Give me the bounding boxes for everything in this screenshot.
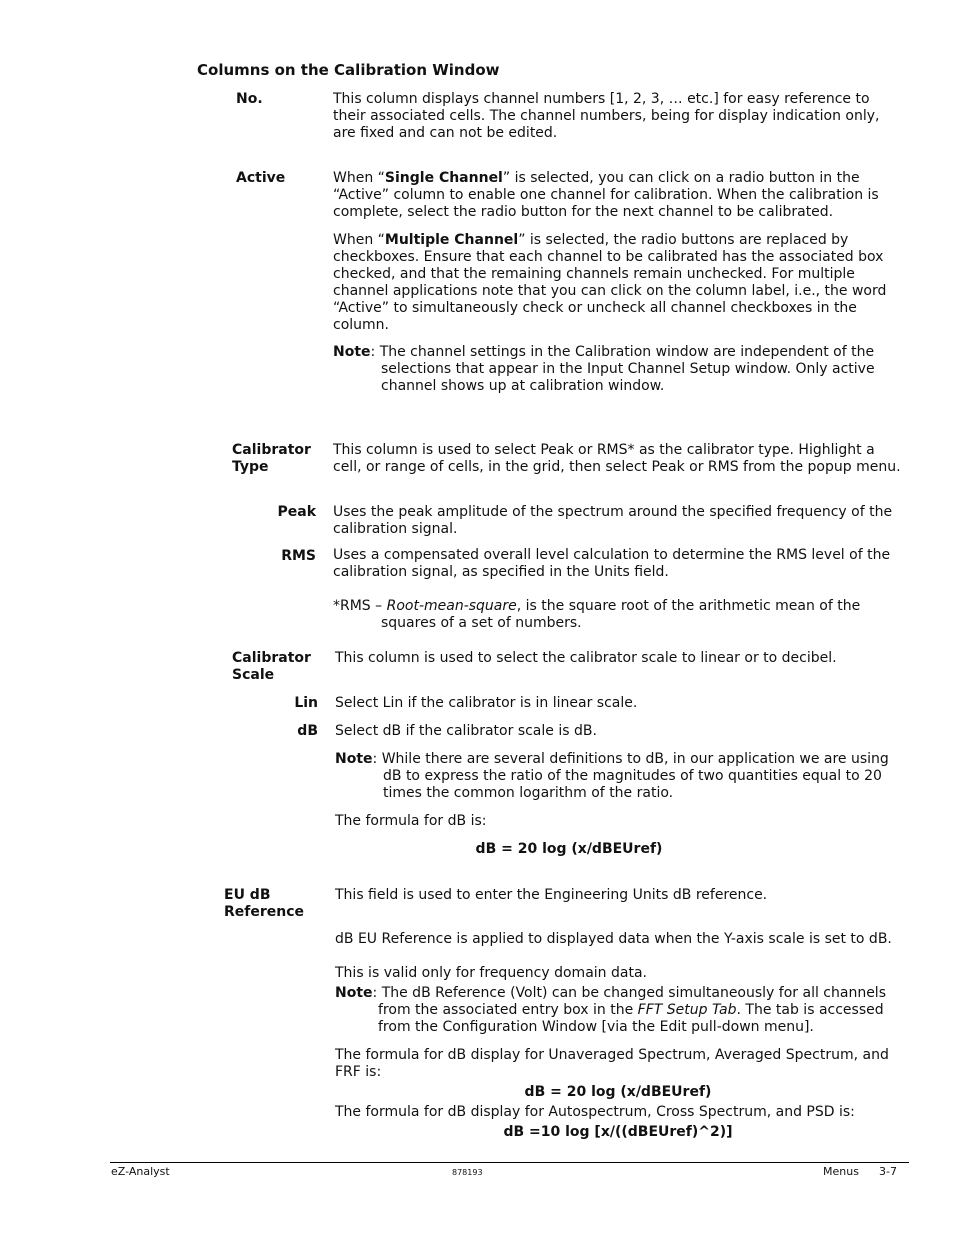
eu-db-note: Note: The dB Reference (Volt) can be changed simultaneously for all channels from the associated entry box in the FFT Setup Tab. The tab is accessed from the Configuration Window [via the Edit pull-down menu].: [335, 985, 886, 1035]
db-formula-intro: The formula for dB is:: [335, 813, 487, 829]
db-formula: dB = 20 log (x/dBEUref): [475, 841, 663, 857]
lin-label: Lin: [294, 695, 318, 711]
no-label: No.: [236, 91, 263, 107]
footer-rule: [110, 1162, 909, 1163]
active-note: Note: The channel settings in the Calibration window are independent of the selections that appear in the Input Channel Setup window. Only active channel shows up at calibration window.: [333, 344, 875, 394]
db-label: dB: [297, 723, 318, 739]
active-multiple-channel-paragraph: When “Multiple Channel” is selected, the radio buttons are replaced by checkboxes. Ensure that each channel to be calibrated has the associated box checked, and that the remaining channels remain unchecked. For multiple channel applications note that you can click on the column label, i.e., the word “Active” to simultaneously check or uncheck all channel checkboxes in the column.: [333, 232, 887, 333]
footer-page-number: 3-7: [879, 1165, 897, 1178]
eu-db-reference-label: EU dB Reference: [224, 887, 305, 920]
rms-label: RMS: [281, 548, 316, 564]
formula1-intro: The formula for dB display for Unaveraged Spectrum, Averaged Spectrum, and FRF is:: [335, 1047, 889, 1080]
calibrator-type-label: Calibrator Type: [232, 442, 311, 475]
calibrator-type-description: This column is used to select Peak or RMS* as the calibrator type. Highlight a cell, or range of cells, in the grid, then select Peak or RMS from the popup menu.: [333, 442, 901, 475]
calibrator-scale-description: This column is used to select the calibrator scale to linear or to decibel.: [335, 650, 837, 666]
db-description: Select dB if the calibrator scale is dB.: [335, 723, 597, 739]
formula2-intro: The formula for dB display for Autospectrum, Cross Spectrum, and PSD is:: [335, 1104, 855, 1120]
rms-definition: *RMS – Root-mean-square, is the square root of the arithmetic mean of the squares of a set of numbers.: [333, 598, 861, 631]
footer-section: Menus: [823, 1165, 859, 1178]
footer-doc-number: 878193: [452, 1168, 483, 1177]
peak-description: Uses the peak amplitude of the spectrum around the specified frequency of the calibration signal.: [333, 504, 893, 537]
peak-label: Peak: [277, 504, 316, 520]
section-heading: Columns on the Calibration Window: [197, 61, 500, 79]
active-single-channel-paragraph: When “Single Channel” is selected, you can click on a radio button in the “Active” column to enable one channel for calibration. When the calibration is complete, select the radio button for the next channel to be calibrated.: [333, 170, 879, 220]
eu-db-frequency-paragraph: This is valid only for frequency domain data.: [335, 965, 647, 981]
footer-product: eZ-Analyst: [111, 1165, 170, 1178]
no-description: This column displays channel numbers [1, 2, 3, … etc.] for easy reference to their associated cells. The channel numbers, being for display indication only, are fixed and can not be edited.: [333, 91, 880, 141]
calibrator-scale-label: Calibrator Scale: [232, 650, 311, 683]
active-label: Active: [236, 170, 286, 186]
formula1: dB = 20 log (x/dBEUref): [524, 1084, 712, 1100]
db-note: Note: While there are several definitions to dB, in our application we are using dB to express the ratio of the magnitudes of two quantities equal to 20 times the common logarithm of the ratio.: [335, 751, 889, 801]
eu-db-applied-paragraph: dB EU Reference is applied to displayed data when the Y-axis scale is set to dB.: [335, 931, 892, 947]
lin-description: Select Lin if the calibrator is in linear scale.: [335, 695, 638, 711]
rms-description: Uses a compensated overall level calculation to determine the RMS level of the calibration signal, as specified in the Units field.: [333, 547, 891, 580]
eu-db-description: This field is used to enter the Engineering Units dB reference.: [335, 887, 768, 903]
formula2: dB =10 log [x/((dBEUref)^2)]: [503, 1124, 733, 1140]
